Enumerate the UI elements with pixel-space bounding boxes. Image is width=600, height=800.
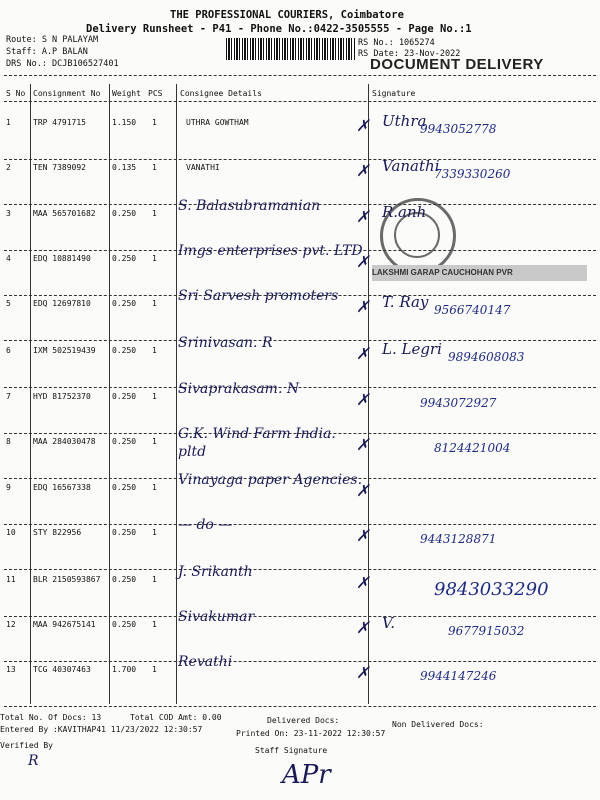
row-consignee: VANATHI — [186, 163, 220, 172]
row-consignment: TCG 40307463 — [33, 665, 91, 674]
entered-by: Entered By :KAVITHAP41 11/23/2022 12:30:57 — [0, 725, 203, 734]
company-title: THE PROFESSIONAL COURIERS, Coimbatore — [170, 9, 404, 21]
row-weight: 0.250 — [112, 483, 137, 492]
total-cod: Total COD Amt: 0.00 — [130, 713, 222, 722]
col-divider — [30, 84, 31, 704]
row-sno: 9 — [6, 483, 11, 492]
row-consignee-handwritten: S. Balasubramanian — [178, 198, 321, 214]
row-consignee-handwritten: Sri Sarvesh promoters — [178, 288, 339, 304]
staff-label: Staff: A.P BALAN — [6, 47, 88, 57]
row-sno: 2 — [6, 163, 11, 172]
row-consignment: IXM 502519439 — [33, 346, 96, 355]
row-consignee-handwritten: Vinayaga paper Agencies. — [178, 472, 363, 488]
row-separator — [4, 706, 596, 707]
row-separator — [4, 159, 596, 160]
row-consignment: STY 822956 — [33, 528, 82, 537]
delivery-check-mark: ✗ — [356, 252, 370, 271]
row-consignee-handwritten: Sivakumar — [178, 609, 255, 625]
row-pcs: 1 — [152, 665, 157, 674]
row-phone: 9943072927 — [420, 396, 497, 410]
col-divider — [176, 84, 177, 704]
row-weight: 0.250 — [112, 392, 137, 401]
staff-signature-label: Staff Signature — [255, 746, 328, 755]
non-delivered-docs: Non Delivered Docs: — [392, 720, 484, 729]
col-sno: S No — [6, 89, 26, 98]
runsheet-subtitle: Delivery Runsheet - P41 - Phone No.:0422-3505555 - Page No.:1 — [86, 23, 472, 35]
row-weight: 0.250 — [112, 346, 137, 355]
col-divider — [109, 84, 110, 704]
delivery-check-mark: ✗ — [356, 526, 370, 545]
row-pcs: 1 — [152, 620, 157, 629]
stamp-text: LAKSHMI GARAP CAUCHOHAN PVR — [372, 265, 587, 281]
row-phone: 9894608083 — [448, 350, 525, 364]
col-consignment: Consignment No — [33, 89, 101, 98]
row-sno: 10 — [6, 528, 16, 537]
header-rule-top — [4, 75, 596, 76]
row-phone: 7339330260 — [434, 167, 511, 181]
delivery-check-mark: ✗ — [356, 481, 370, 500]
row-pcs: 1 — [152, 346, 157, 355]
row-consignee-handwritten: Srinivasan. R — [178, 335, 273, 351]
row-weight: 0.135 — [112, 163, 137, 172]
row-signature: T. Ray — [382, 293, 429, 311]
printed-on: Printed On: 23-11-2022 12:30:57 — [236, 729, 386, 738]
delivery-check-mark: ✗ — [356, 573, 370, 592]
verified-mark: R — [28, 753, 39, 769]
row-signature: Vanathi — [382, 157, 440, 175]
row-consignment: HYD 81752370 — [33, 392, 91, 401]
row-consignment: EDQ 16567338 — [33, 483, 91, 492]
row-consignee-handwritten: — do — — [178, 517, 233, 533]
row-consignment: BLR 2150593867 — [33, 575, 101, 584]
delivery-check-mark: ✗ — [356, 344, 370, 363]
delivery-check-mark: ✗ — [356, 207, 370, 226]
row-weight: 0.250 — [112, 299, 137, 308]
barcode — [226, 38, 356, 60]
row-weight: 0.250 — [112, 437, 137, 446]
rs-number: RS No.: 1065274 — [358, 38, 435, 48]
col-consignee: Consignee Details — [180, 89, 262, 98]
delivery-check-mark: ✗ — [356, 297, 370, 316]
delivery-check-mark: ✗ — [356, 116, 370, 135]
header-rule-bottom — [4, 101, 596, 102]
delivery-check-mark: ✗ — [356, 161, 370, 180]
row-consignment: EDQ 12697810 — [33, 299, 91, 308]
row-pcs: 1 — [152, 437, 157, 446]
row-sno: 12 — [6, 620, 16, 629]
row-pcs: 1 — [152, 163, 157, 172]
row-consignment: MAA 942675141 — [33, 620, 96, 629]
col-pcs: PCS — [148, 89, 163, 98]
row-sno: 1 — [6, 118, 11, 127]
rs-date: RS Date: 23-Nov-2022 — [358, 49, 461, 59]
col-weight: Weight — [112, 89, 141, 98]
row-phone: 8124421004 — [434, 441, 511, 455]
row-consignee: UTHRA GOWTHAM — [186, 118, 249, 127]
row-sno: 13 — [6, 665, 16, 674]
row-signature: R.anh — [382, 203, 427, 221]
staff-signature-mark: APr — [282, 760, 331, 790]
delivery-check-mark: ✗ — [356, 618, 370, 637]
delivery-check-mark: ✗ — [356, 390, 370, 409]
row-pcs: 1 — [152, 254, 157, 263]
row-sno: 6 — [6, 346, 11, 355]
row-consignment: TRP 4791715 — [33, 118, 86, 127]
delivery-check-mark: ✗ — [356, 435, 370, 454]
row-consignment: MAA 565701682 — [33, 209, 96, 218]
row-weight: 0.250 — [112, 575, 137, 584]
row-consignee-handwritten: Revathi — [178, 654, 233, 670]
row-pcs: 1 — [152, 392, 157, 401]
row-signature: L. Legri — [382, 340, 442, 358]
verified-by: Verified By — [0, 741, 53, 750]
row-sno: 7 — [6, 392, 11, 401]
row-sno: 3 — [6, 209, 11, 218]
row-consignee-handwritten: G.K. Wind Farm India. pltd — [178, 426, 336, 460]
row-pcs: 1 — [152, 299, 157, 308]
row-weight: 1.700 — [112, 665, 137, 674]
row-signature: V. — [382, 614, 395, 632]
row-sno: 4 — [6, 254, 11, 263]
row-consignee-handwritten: J. Srikanth — [178, 564, 253, 580]
row-weight: 0.250 — [112, 254, 137, 263]
row-phone: 9943052778 — [420, 122, 497, 136]
row-pcs: 1 — [152, 575, 157, 584]
row-pcs: 1 — [152, 209, 157, 218]
row-consignment: TEN 7389092 — [33, 163, 86, 172]
row-weight: 0.250 — [112, 620, 137, 629]
row-weight: 0.250 — [112, 209, 137, 218]
row-sno: 8 — [6, 437, 11, 446]
total-docs: Total No. Of Docs: 13 — [0, 713, 102, 722]
document-delivery-label: DOCUMENT DELIVERY — [370, 56, 544, 73]
row-weight: 0.250 — [112, 528, 137, 537]
row-consignee-handwritten: Sivaprakasam. N — [178, 381, 300, 397]
row-consignment: MAA 284030478 — [33, 437, 96, 446]
col-signature: Signature — [372, 89, 416, 98]
row-phone: 9843033290 — [434, 579, 549, 600]
row-phone: 9944147246 — [420, 669, 497, 683]
row-pcs: 1 — [152, 528, 157, 537]
row-sno: 11 — [6, 575, 16, 584]
drs-number: DRS No.: DCJB106527401 — [6, 59, 119, 69]
delivered-docs: Delivered Docs: — [267, 716, 340, 725]
row-phone: 9677915032 — [448, 624, 525, 638]
row-sno: 5 — [6, 299, 11, 308]
row-pcs: 1 — [152, 118, 157, 127]
row-phone: 9566740147 — [434, 303, 511, 317]
row-pcs: 1 — [152, 483, 157, 492]
route-label: Route: S N PALAYAM — [6, 35, 99, 45]
row-phone: 9443128871 — [420, 532, 497, 546]
row-signature: Uthra — [382, 112, 427, 130]
row-consignee-handwritten: Imgs enterprises pvt. LTD — [178, 243, 363, 259]
row-consignment: EDQ 10881490 — [33, 254, 91, 263]
delivery-check-mark: ✗ — [356, 663, 370, 682]
row-weight: 1.150 — [112, 118, 137, 127]
